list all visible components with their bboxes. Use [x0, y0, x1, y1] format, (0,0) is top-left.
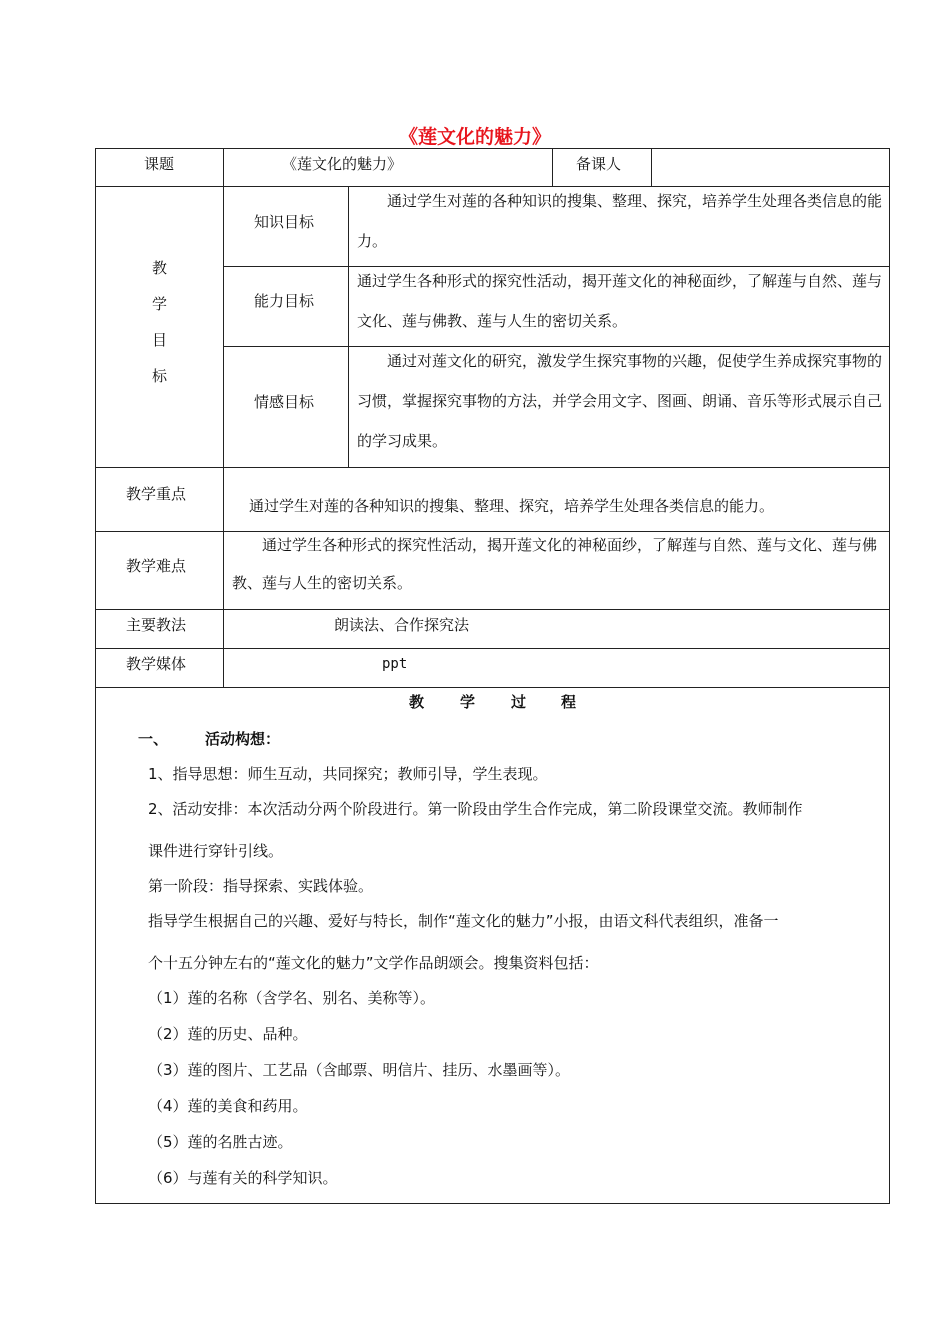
media-label: 教学媒体: [126, 655, 187, 673]
process-line: 2、活动安排：本次活动分两个阶段进行。第一阶段由学生合作完成，第二阶段课堂交流。教师制作: [148, 800, 803, 818]
ability-objective-text: 通过学生各种形式的探究性活动，揭开莲文化的神秘面纱，了解莲与自然、莲与文化、莲与佛教、莲与人生的密切关系。: [357, 272, 883, 330]
emotion-objective-label: 情感目标: [254, 393, 315, 411]
process-line: 课件进行穿针引线。: [148, 842, 284, 860]
column-divider: [223, 148, 224, 687]
list-item: （5）莲的名胜古迹。: [148, 1133, 293, 1151]
knowledge-objective-text: 通过学生对莲的各种知识的搜集、整理、探究，培养学生处理各类信息的能力。: [357, 192, 883, 250]
section-number: 一、: [138, 730, 169, 748]
objectives-label-char: 教: [152, 259, 168, 277]
list-item: （1）莲的名称（含学名、别名、美称等）。: [148, 989, 436, 1007]
objectives-label-char: 目: [152, 331, 168, 349]
list-item: （2）莲的历史、品种。: [148, 1025, 308, 1043]
topic-value: 《莲文化的魅力》: [282, 155, 403, 173]
row-divider: [95, 609, 890, 610]
preparer-label: 备课人: [576, 155, 622, 173]
key-points-text: 通过学生对莲的各种知识的搜集、整理、探究，培养学生处理各类信息的能力。: [249, 497, 775, 515]
process-heading-char: 程: [561, 693, 577, 711]
key-points-label: 教学重点: [126, 485, 187, 503]
list-item: （3）莲的图片、工艺品（含邮票、明信片、挂历、水墨画等）。: [148, 1061, 571, 1079]
difficulties-label: 教学难点: [126, 557, 187, 575]
row-divider: [95, 467, 890, 468]
difficulties-text: 通过学生各种形式的探究性活动，揭开莲文化的神秘面纱，了解莲与自然、莲与文化、莲与佛教、莲与人生的密切关系。: [232, 536, 878, 592]
list-item: （4）莲的美食和药用。: [148, 1097, 308, 1115]
ability-objective-label: 能力目标: [254, 292, 315, 310]
process-line: 个十五分钟左右的“莲文化的魅力”文学作品朗颂会。搜集资料包括：: [148, 954, 599, 972]
process-heading-char: 学: [460, 693, 476, 711]
process-line: 第一阶段：指导探索、实践体验。: [148, 877, 374, 895]
row-divider: [95, 687, 890, 688]
objectives-label-char: 标: [152, 367, 168, 385]
section-title: 活动构想：: [205, 730, 281, 748]
document-title: 《莲文化的魅力》: [398, 126, 551, 148]
list-item: （6）与莲有关的科学知识。: [148, 1169, 338, 1187]
topic-label: 课题: [144, 155, 175, 173]
column-divider: [348, 186, 349, 467]
media-text: ppt: [382, 656, 408, 672]
process-heading-char: 教: [409, 693, 425, 711]
emotion-objective-text: 通过对莲文化的研究，激发学生探究事物的兴趣，促使学生养成探究事物的习惯，掌握探究事物的方法，并学会用文字、图画、朗诵、音乐等形式展示自己的学习成果。: [357, 352, 883, 450]
knowledge-objective-label: 知识目标: [254, 213, 315, 231]
methods-text: 朗读法、合作探究法: [334, 616, 470, 634]
methods-label: 主要教法: [126, 616, 187, 634]
process-line: 1、指导思想：师生互动，共同探究；教师引导，学生表现。: [148, 765, 548, 783]
process-line: 指导学生根据自己的兴趣、爱好与特长，制作“莲文化的魅力”小报，由语文科代表组织，准备一: [148, 912, 779, 930]
objectives-label-char: 学: [152, 295, 168, 313]
process-heading-char: 过: [511, 693, 527, 711]
row-divider: [95, 648, 890, 649]
